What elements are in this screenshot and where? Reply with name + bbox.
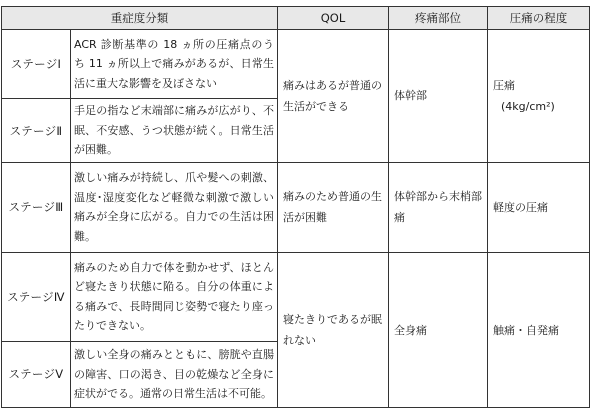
- severity-classification-table: [1, 6, 590, 408]
- stage-description: 激しい全身の痛みとともに、膀胱や直腸の障害、口の渇き、目の乾燥など全身に症状がでる。通常の日常生活は不可能。: [71, 341, 278, 407]
- stage-description: 痛みのため自力で体を動かせず、ほとんど寝たきり状態に陥る。自分の体重による痛みで、長時間同じ姿勢で寝たり座ったりできない。: [71, 253, 278, 341]
- pain-degree-cell: 軽度の圧痛: [488, 162, 590, 252]
- table-row-stage-3: [2, 162, 590, 252]
- stage-description: 手足の指など末端部に痛みが広がり、不眠、不安感、うつ状態が続く。日常生活が困難。: [71, 99, 278, 162]
- qol-cell: 痛みのため普通の生活が困難: [278, 162, 389, 252]
- stage-label: ステージⅢ: [2, 162, 71, 252]
- stage-label: ステージⅣ: [2, 253, 71, 341]
- header-qol: QOL: [278, 7, 389, 30]
- qol-cell: 寝たきりであるが眠れない: [278, 253, 389, 408]
- pain-site-cell: 体幹部: [389, 30, 488, 163]
- pain-site-cell: 全身痛: [389, 253, 488, 408]
- stage-label: ステージⅤ: [2, 341, 71, 407]
- pain-degree-value: (4kg/cm²): [501, 99, 555, 113]
- stage-label: ステージⅠ: [2, 30, 71, 99]
- pain-degree-label: 圧痛: [493, 78, 515, 92]
- table-row-stage-1: [2, 30, 590, 99]
- header-row: [2, 7, 590, 30]
- stage-label: ステージⅡ: [2, 99, 71, 162]
- qol-cell: 痛みはあるが普通の生活ができる: [278, 30, 389, 163]
- pain-degree-cell: [488, 30, 590, 163]
- header-classification: 重症度分類: [2, 7, 278, 30]
- table-row-stage-4: [2, 253, 590, 341]
- stage-description: 激しい痛みが持続し、爪や髪への刺激、温度･湿度変化など軽微な刺激で激しい痛みが全身に広がる。自力での生活は困難。: [71, 162, 278, 252]
- stage-description: ACR 診断基準の 18 ヵ所の圧痛点のうち 11 ヵ所以上で痛みがあるが、日常生活に重大な影響を及ぼさない: [71, 30, 278, 99]
- header-pain-site: 疼痛部位: [389, 7, 488, 30]
- pain-site-cell: 体幹部から末梢部痛: [389, 162, 488, 252]
- pain-degree-cell: 触痛・自発痛: [488, 253, 590, 408]
- header-pain-degree: 圧痛の程度: [488, 7, 590, 30]
